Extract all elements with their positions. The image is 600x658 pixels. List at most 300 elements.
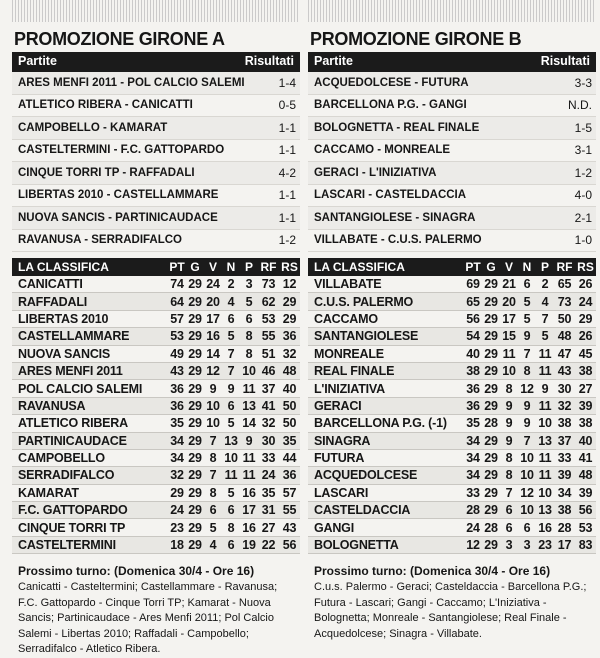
team-name: CAMPOBELLO — [12, 449, 168, 466]
stat-cell: 33 — [258, 449, 279, 466]
standings-row — [308, 276, 596, 293]
stat-cell: 34 — [554, 484, 575, 501]
stat-cell: 38 — [464, 362, 482, 379]
stat-cell: 28 — [464, 502, 482, 519]
stat-cell: 10 — [518, 467, 536, 484]
match-teams: CAMPOBELLO - KAMARAT — [18, 121, 168, 134]
stat-cell: 16 — [536, 519, 554, 536]
stat-cell: 9 — [240, 432, 258, 449]
matches-header — [12, 52, 300, 72]
stat-cell: 32 — [554, 397, 575, 414]
stat-cell: 29 — [186, 293, 204, 310]
standings-body — [12, 276, 300, 554]
stat-cell: 36 — [279, 467, 300, 484]
stat-cell: 28 — [482, 415, 500, 432]
stat-cell: 24 — [258, 467, 279, 484]
stat-cell: 29 — [482, 276, 500, 293]
standings-header-row — [308, 258, 596, 276]
match-teams: CINQUE TORRI TP - RAFFADALI — [18, 166, 195, 179]
stat-cell: 18 — [168, 536, 186, 553]
stat-cell: 29 — [279, 293, 300, 310]
standings-row — [12, 362, 300, 379]
stat-cell: 33 — [464, 484, 482, 501]
next-round-title: Prossimo turno: (Domenica 30/4 - Ore 16) — [314, 564, 551, 579]
standings-header-row — [12, 258, 300, 276]
stat-cell: 34 — [168, 449, 186, 466]
stat-cell: 36 — [464, 380, 482, 397]
stat-cell: 13 — [536, 502, 554, 519]
standings-row — [308, 397, 596, 414]
stat-cell: 29 — [482, 293, 500, 310]
team-name: KAMARAT — [12, 484, 168, 501]
stat-cell: 29 — [482, 310, 500, 327]
standings-row — [308, 328, 596, 345]
stat-cell: 10 — [536, 484, 554, 501]
stat-cell: 29 — [186, 484, 204, 501]
match-teams: ARES MENFI 2011 - POL CALCIO SALEMI — [18, 76, 245, 89]
match-teams: CACCAMO - MONREALE — [314, 144, 451, 157]
stat-cell: 34 — [168, 432, 186, 449]
column-header: V — [500, 258, 518, 276]
stat-cell: 65 — [554, 276, 575, 293]
match-result: N.D. — [568, 98, 592, 113]
stat-cell: 29 — [186, 345, 204, 362]
team-name: PARTINICAUDACE — [12, 432, 168, 449]
stat-cell: 9 — [500, 415, 518, 432]
match-list — [308, 72, 596, 252]
stat-cell: 35 — [279, 432, 300, 449]
match-row — [12, 185, 300, 208]
next-round-text: Canicatti - Casteltermini; Castellammare - Ravanusa; F.C. Gattopardo - Cinque Torri TP; Kamarat - Nuova Sancis; Partinicaudace - Ares Menfi 2011; Pol Calcio Salemi - Libertas 2010; Raffadali - Campobello; Serradifalco - Atletico Ribera. — [18, 581, 278, 656]
stat-cell: 20 — [500, 293, 518, 310]
match-result: 2-1 — [574, 210, 592, 225]
stat-cell: 6 — [500, 502, 518, 519]
standings-row — [12, 467, 300, 484]
stat-cell: 39 — [575, 397, 596, 414]
team-name: NUOVA SANCIS — [12, 345, 168, 362]
match-row — [12, 72, 300, 95]
stat-cell: 36 — [168, 380, 186, 397]
stat-cell: 11 — [536, 345, 554, 362]
stat-cell: 29 — [186, 536, 204, 553]
team-name: LASCARI — [308, 484, 464, 501]
match-row — [12, 207, 300, 230]
match-row — [308, 207, 596, 230]
stat-cell: 7 — [536, 310, 554, 327]
team-name: CANICATTI — [12, 276, 168, 293]
stat-cell: 29 — [482, 380, 500, 397]
stat-cell: 28 — [482, 519, 500, 536]
stat-cell: 11 — [536, 467, 554, 484]
standings-row — [12, 276, 300, 293]
stat-cell: 21 — [500, 276, 518, 293]
stat-cell: 29 — [186, 380, 204, 397]
standings-row — [12, 502, 300, 519]
stat-cell: 11 — [240, 449, 258, 466]
team-name: BOLOGNETTA — [308, 536, 464, 553]
stat-cell: 17 — [204, 310, 222, 327]
stat-cell: 56 — [279, 536, 300, 553]
stat-cell: 17 — [500, 310, 518, 327]
stat-cell: 9 — [500, 397, 518, 414]
stat-cell: 38 — [554, 502, 575, 519]
standings-row — [308, 536, 596, 553]
match-row — [12, 117, 300, 140]
team-name: CASTELTERMINI — [12, 536, 168, 553]
stat-cell: 11 — [536, 397, 554, 414]
stat-cell: 51 — [258, 345, 279, 362]
stat-cell: 40 — [575, 432, 596, 449]
match-result: 1-1 — [278, 210, 296, 225]
stat-cell: 10 — [204, 397, 222, 414]
stat-cell: 6 — [222, 502, 240, 519]
stat-cell: 54 — [464, 328, 482, 345]
stat-cell: 40 — [279, 380, 300, 397]
stat-cell: 8 — [500, 449, 518, 466]
stat-cell: 26 — [575, 328, 596, 345]
stat-cell: 49 — [168, 345, 186, 362]
stat-cell: 43 — [168, 362, 186, 379]
stat-cell: 39 — [575, 484, 596, 501]
team-name: SINAGRA — [308, 432, 464, 449]
stat-cell: 7 — [518, 345, 536, 362]
column-header: P — [240, 258, 258, 276]
stat-cell: 20 — [204, 293, 222, 310]
stat-cell: 29 — [482, 345, 500, 362]
match-row — [12, 95, 300, 118]
stat-cell: 10 — [536, 415, 554, 432]
stat-cell: 4 — [536, 293, 554, 310]
matches-header — [308, 52, 596, 72]
stat-cell: 16 — [204, 328, 222, 345]
stat-cell: 16 — [240, 484, 258, 501]
stat-cell: 10 — [500, 362, 518, 379]
stat-cell: 41 — [575, 449, 596, 466]
stat-cell: 16 — [240, 519, 258, 536]
stat-cell: 9 — [518, 328, 536, 345]
standings-row — [12, 380, 300, 397]
stat-cell: 45 — [575, 345, 596, 362]
stat-cell: 73 — [554, 293, 575, 310]
match-row — [308, 140, 596, 163]
stat-cell: 36 — [168, 397, 186, 414]
standings-row — [12, 449, 300, 466]
stat-cell: 11 — [536, 449, 554, 466]
standings-row — [12, 415, 300, 432]
stat-cell: 29 — [575, 310, 596, 327]
next-round-text: C.u.s. Palermo - Geraci; Casteldaccia - Barcellona P.G.; Futura - Lascari; Gangi - Caccamo; L'Iniziativa - Bolognetta; Monreale - Santangiolese; Real Finale - Acquedolcese; Sinagra - Villabate. — [314, 581, 587, 640]
stat-cell: 2 — [222, 276, 240, 293]
match-teams: LASCARI - CASTELDACCIA — [314, 189, 467, 202]
stat-cell: 26 — [575, 276, 596, 293]
stat-cell: 22 — [258, 536, 279, 553]
stat-cell: 8 — [500, 380, 518, 397]
stat-cell: 33 — [554, 449, 575, 466]
stat-cell: 12 — [204, 362, 222, 379]
stat-cell: 7 — [518, 432, 536, 449]
stat-cell: 55 — [258, 328, 279, 345]
stat-cell: 10 — [518, 502, 536, 519]
stat-cell: 50 — [279, 397, 300, 414]
stat-cell: 11 — [240, 467, 258, 484]
standings-row — [308, 467, 596, 484]
stat-cell: 53 — [575, 519, 596, 536]
stat-cell: 53 — [168, 328, 186, 345]
stat-cell: 29 — [186, 397, 204, 414]
match-result: 1-1 — [278, 143, 296, 158]
stat-cell: 9 — [518, 415, 536, 432]
stat-cell: 29 — [482, 536, 500, 553]
stat-cell: 34 — [464, 432, 482, 449]
stat-cell: 37 — [258, 380, 279, 397]
stat-cell: 6 — [222, 310, 240, 327]
standings-row — [12, 328, 300, 345]
match-list — [12, 72, 300, 252]
team-name: BARCELLONA P.G. (-1) — [308, 415, 464, 432]
stat-cell: 55 — [279, 502, 300, 519]
stat-cell: 11 — [222, 467, 240, 484]
stat-cell: 3 — [500, 536, 518, 553]
stat-cell: 43 — [279, 519, 300, 536]
stat-cell: 36 — [464, 397, 482, 414]
stat-cell: 74 — [168, 276, 186, 293]
match-row — [308, 95, 596, 118]
stat-cell: 5 — [518, 293, 536, 310]
standings-body — [308, 276, 596, 554]
stat-cell: 32 — [168, 467, 186, 484]
column-header: N — [222, 258, 240, 276]
stat-cell: 17 — [554, 536, 575, 553]
stat-cell: 7 — [204, 467, 222, 484]
stat-cell: 32 — [279, 345, 300, 362]
match-teams: ACQUEDOLCESE - FUTURA — [314, 76, 469, 89]
match-result: 0-5 — [278, 98, 296, 113]
standings-row — [308, 293, 596, 310]
stat-cell: 9 — [518, 397, 536, 414]
stat-cell: 36 — [279, 328, 300, 345]
stat-cell: 10 — [204, 415, 222, 432]
match-result: 3-1 — [574, 143, 592, 158]
match-result: 1-1 — [278, 120, 296, 135]
stat-cell: 12 — [464, 536, 482, 553]
stat-cell: 29 — [186, 310, 204, 327]
standings-row — [12, 345, 300, 362]
column-header: P — [536, 258, 554, 276]
match-result: 1-0 — [574, 233, 592, 248]
stat-cell: 12 — [518, 484, 536, 501]
stat-cell: 19 — [240, 536, 258, 553]
stat-cell: 2 — [536, 276, 554, 293]
stat-cell: 24 — [168, 502, 186, 519]
stat-cell: 35 — [464, 415, 482, 432]
match-result: 4-0 — [574, 188, 592, 203]
stat-cell: 17 — [240, 502, 258, 519]
standings-row — [308, 310, 596, 327]
stat-cell: 6 — [518, 276, 536, 293]
stat-cell: 37 — [554, 432, 575, 449]
stat-cell: 27 — [575, 380, 596, 397]
column-header: RF — [258, 258, 279, 276]
match-teams: GERACI - L'INIZIATIVA — [314, 166, 437, 179]
stat-cell: 31 — [258, 502, 279, 519]
stat-cell: 11 — [240, 380, 258, 397]
partite-header: Partite — [18, 54, 57, 68]
standings-table — [308, 258, 596, 554]
match-teams: VILLABATE - C.U.S. PALERMO — [314, 234, 482, 247]
stat-cell: 69 — [464, 276, 482, 293]
stat-cell: 6 — [222, 536, 240, 553]
group-title: PROMOZIONE GIRONE B — [310, 29, 522, 49]
team-name: CACCAMO — [308, 310, 464, 327]
team-name: FUTURA — [308, 449, 464, 466]
column-header: RS — [575, 258, 596, 276]
stat-cell: 5 — [536, 328, 554, 345]
stat-cell: 13 — [240, 397, 258, 414]
stat-cell: 29 — [186, 432, 204, 449]
team-name: ACQUEDOLCESE — [308, 467, 464, 484]
stat-cell: 27 — [258, 519, 279, 536]
stat-cell: 8 — [204, 484, 222, 501]
team-name: SANTANGIOLESE — [308, 328, 464, 345]
stat-cell: 6 — [204, 502, 222, 519]
stat-cell: 14 — [204, 345, 222, 362]
team-name: SERRADIFALCO — [12, 467, 168, 484]
match-result: 1-1 — [278, 188, 296, 203]
team-name: LIBERTAS 2010 — [12, 310, 168, 327]
team-name: RAFFADALI — [12, 293, 168, 310]
stat-cell: 8 — [518, 362, 536, 379]
stat-cell: 41 — [258, 397, 279, 414]
team-name: CINQUE TORRI TP — [12, 519, 168, 536]
stat-cell: 6 — [222, 397, 240, 414]
stat-cell: 30 — [554, 380, 575, 397]
stat-cell: 12 — [279, 276, 300, 293]
standings-row — [12, 536, 300, 553]
standings-row — [308, 519, 596, 536]
stat-cell: 10 — [518, 449, 536, 466]
stat-cell: 13 — [536, 432, 554, 449]
stat-cell: 5 — [240, 293, 258, 310]
stat-cell: 7 — [204, 432, 222, 449]
stat-cell: 50 — [554, 310, 575, 327]
stat-cell: 29 — [482, 502, 500, 519]
stat-cell: 24 — [575, 293, 596, 310]
team-name: MONREALE — [308, 345, 464, 362]
match-row — [308, 185, 596, 208]
stat-cell: 24 — [464, 519, 482, 536]
match-teams: RAVANUSA - SERRADIFALCO — [18, 234, 182, 247]
stat-cell: 7 — [222, 362, 240, 379]
stat-cell: 6 — [240, 310, 258, 327]
match-result: 1-4 — [278, 75, 296, 90]
stat-cell: 62 — [258, 293, 279, 310]
stat-cell: 83 — [575, 536, 596, 553]
stat-cell: 34 — [464, 467, 482, 484]
standings-row — [12, 519, 300, 536]
stat-cell: 32 — [258, 415, 279, 432]
stat-cell: 29 — [482, 484, 500, 501]
stat-cell: 6 — [500, 519, 518, 536]
classifica-header: LA CLASSIFICA — [308, 258, 464, 276]
girone-a-column — [12, 0, 300, 658]
column-header: G — [186, 258, 204, 276]
match-result: 1-2 — [278, 233, 296, 248]
stat-cell: 9 — [204, 380, 222, 397]
stat-cell: 29 — [482, 467, 500, 484]
stat-cell: 6 — [518, 519, 536, 536]
team-name: CASTELDACCIA — [308, 502, 464, 519]
stat-cell: 5 — [222, 415, 240, 432]
match-teams: ATLETICO RIBERA - CANICATTI — [18, 99, 193, 112]
stat-cell: 43 — [554, 362, 575, 379]
match-row — [308, 72, 596, 95]
stat-cell: 44 — [279, 449, 300, 466]
match-result: 1-5 — [574, 120, 592, 135]
stat-cell: 56 — [464, 310, 482, 327]
stat-cell: 35 — [258, 484, 279, 501]
match-teams: CASTELTERMINI - F.C. GATTOPARDO — [18, 144, 225, 157]
stat-cell: 10 — [240, 362, 258, 379]
team-name: ATLETICO RIBERA — [12, 415, 168, 432]
stat-cell: 5 — [222, 484, 240, 501]
match-result: 3-3 — [574, 75, 592, 90]
stat-cell: 29 — [168, 484, 186, 501]
stat-cell: 29 — [482, 328, 500, 345]
stat-cell: 9 — [500, 432, 518, 449]
decorative-hatch — [308, 0, 596, 22]
partite-header: Partite — [314, 54, 353, 68]
stat-cell: 29 — [482, 362, 500, 379]
stat-cell: 48 — [575, 467, 596, 484]
decorative-hatch — [12, 0, 300, 22]
stat-cell: 12 — [518, 380, 536, 397]
standings-row — [308, 484, 596, 501]
stat-cell: 50 — [279, 415, 300, 432]
classifica-header: LA CLASSIFICA — [12, 258, 168, 276]
stat-cell: 38 — [554, 415, 575, 432]
column-header: PT — [169, 260, 185, 274]
risultati-header: Risultati — [540, 54, 590, 68]
column-header: V — [204, 258, 222, 276]
stat-cell: 7 — [500, 484, 518, 501]
column-header: N — [518, 258, 536, 276]
team-name: ARES MENFI 2011 — [12, 362, 168, 379]
column-header: RS — [279, 258, 300, 276]
match-row — [308, 230, 596, 253]
stat-cell: 13 — [222, 432, 240, 449]
stat-cell: 8 — [240, 345, 258, 362]
stat-cell: 38 — [575, 362, 596, 379]
girone-b-column — [308, 0, 596, 642]
stat-cell: 5 — [518, 310, 536, 327]
stat-cell: 24 — [204, 276, 222, 293]
standings-row — [308, 415, 596, 432]
match-result: 1-2 — [574, 165, 592, 180]
match-row — [12, 140, 300, 163]
stat-cell: 46 — [258, 362, 279, 379]
risultati-header: Risultati — [244, 54, 294, 68]
standings-row — [12, 293, 300, 310]
standings-row — [308, 432, 596, 449]
match-row — [308, 117, 596, 140]
stat-cell: 39 — [554, 467, 575, 484]
stat-cell: 29 — [279, 310, 300, 327]
stat-cell: 57 — [168, 310, 186, 327]
standings-row — [12, 397, 300, 414]
stat-cell: 29 — [482, 397, 500, 414]
stat-cell: 3 — [240, 276, 258, 293]
stat-cell: 28 — [554, 519, 575, 536]
